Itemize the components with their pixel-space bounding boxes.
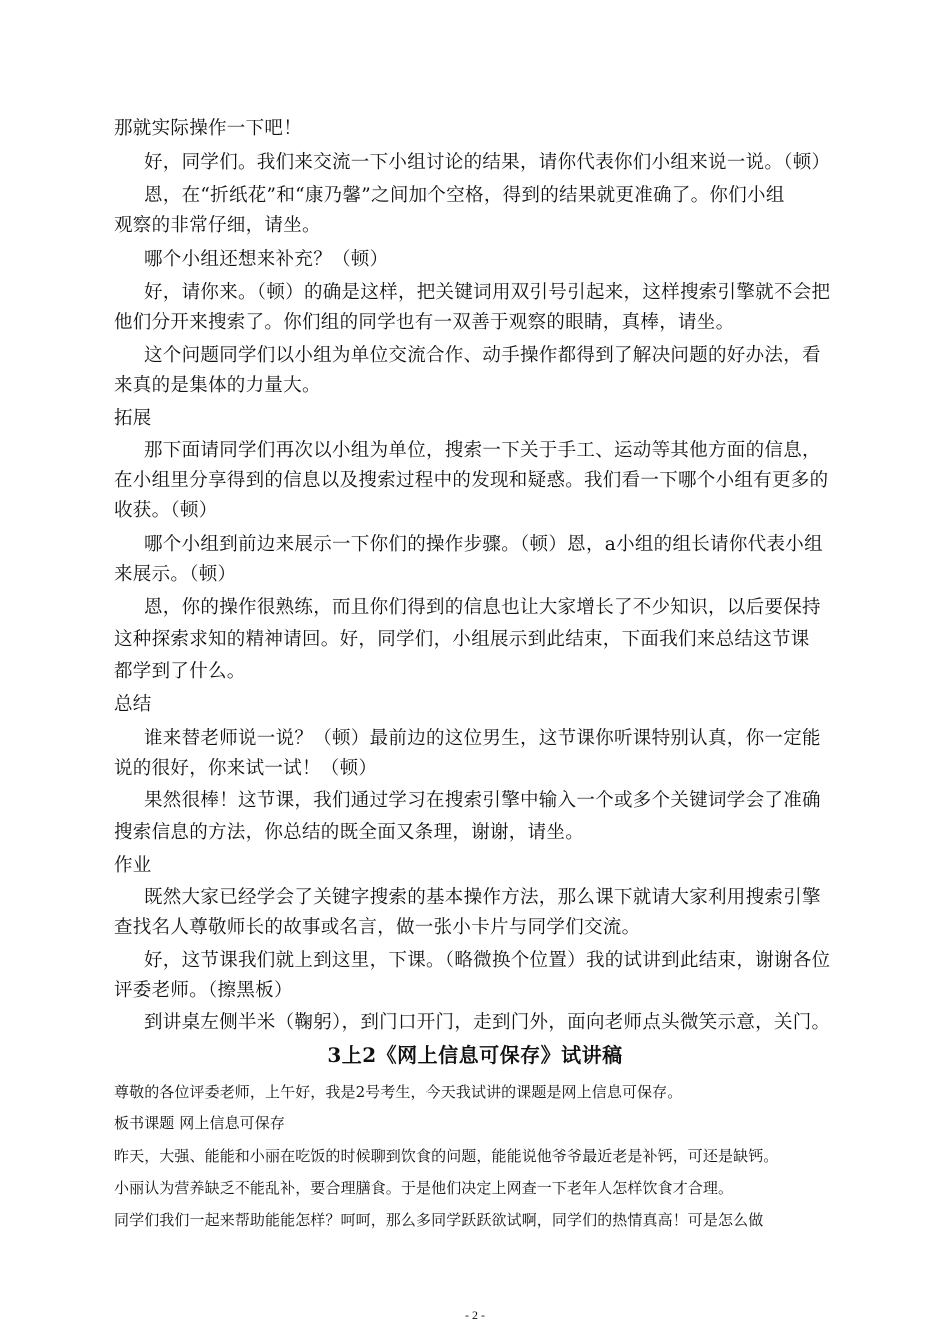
paragraph-line: 来真的是集体的力量大。 <box>114 375 321 396</box>
paragraph-line: 到讲桌左侧半米（鞠躬），到门口开门，走到门外，面向老师点头微笑示意，关门。 <box>144 1012 831 1033</box>
paragraph-line: 哪个小组还想来补充？（顿） <box>144 249 389 270</box>
paragraph-line: 昨天，大强、能能和小丽在吃饭的时候聊到饮食的问题，能能说他爷爷最近老是补钙，可还是缺钙。 <box>114 1147 779 1165</box>
paragraph-line: 同学们我们一起来帮助能能怎样？呵呵，那么多同学跃跃欲试啊，同学们的热情真高！可是怎么做 <box>114 1211 764 1229</box>
paragraph-line: 来展示。（顿） <box>114 564 237 585</box>
page-number: - 2 - <box>465 1308 485 1322</box>
paragraph-line: 在小组里分享得到的信息以及搜索过程中的发现和疑惑。我们看一下哪个小组有更多的 <box>114 470 829 491</box>
section-heading-zongjie: 总结 <box>114 694 152 715</box>
paragraph-line: 那下面请同学们再次以小组为单位，搜索一下关于手工、运动等其他方面的信息， <box>144 440 821 461</box>
paragraph-line: 都学到了什么。 <box>114 661 246 682</box>
paragraph-line: 尊敬的各位评委老师，上午好，我是2号考生，今天我试讲的课题是网上信息可保存。 <box>114 1083 683 1101</box>
document-title: 3上2《网上信息可保存》试讲稿 <box>327 1043 623 1067</box>
paragraph-line: 好，这节课我们就上到这里，下课。（略微换个位置）我的试讲到此结束，谢谢各位 <box>144 950 831 971</box>
paragraph-line: 哪个小组到前边来展示一下你们的操作步骤。（顿）恩，a小组的组长请你代表小组 <box>144 534 823 555</box>
section-heading-tuozhan: 拓展 <box>114 408 152 429</box>
paragraph-line: 他们分开来搜索了。你们组的同学也有一双善于观察的眼睛，真棒，请坐。 <box>114 312 735 333</box>
paragraph-line: 既然大家已经学会了关键字搜索的基本操作方法，那么课下就请大家利用搜索引擎 <box>144 887 821 908</box>
paragraph-line: 好，请你来。（顿）的确是这样，把关键词用双引号引起来，这样搜索引擎就不会把 <box>144 282 831 303</box>
paragraph-line: 板书课题 网上信息可保存 <box>114 1114 285 1132</box>
paragraph-line: 恩，在“折纸花”和“康乃馨”之间加个空格，得到的结果就更准确了。你们小组 <box>144 185 785 206</box>
paragraph-line: 好，同学们。我们来交流一下小组讨论的结果，请你代表你们小组来说一说。（顿） <box>144 152 831 173</box>
section-heading-zuoye: 作业 <box>114 855 152 876</box>
paragraph-line: 收获。（顿） <box>114 500 218 521</box>
paragraph-line: 谁来替老师说一说？（顿）最前边的这位男生，这节课你听课特别认真，你一定能 <box>144 728 821 749</box>
paragraph-line: 果然很棒！这节课，我们通过学习在搜索引擎中输入一个或多个关键词学会了准确 <box>144 790 821 811</box>
paragraph-line: 查找名人尊敬师长的故事或名言，做一张小卡片与同学们交流。 <box>114 917 641 938</box>
paragraph-line: 这个问题同学们以小组为单位交流合作、动手操作都得到了解决问题的好办法，看 <box>144 345 821 366</box>
paragraph-line: 评委老师。（擦黑板） <box>114 980 293 1001</box>
paragraph-line: 观察的非常仔细，请坐。 <box>114 215 321 236</box>
paragraph-line: 那就实际操作一下吧！ <box>114 118 303 139</box>
paragraph-line: 说的很好，你来试一试！（顿） <box>114 758 378 779</box>
paragraph-line: 小丽认为营养缺乏不能乱补，要合理膳食。于是他们决定上网查一下老年人怎样饮食才合理。 <box>114 1179 734 1197</box>
paragraph-line: 这种探索求知的精神请回。好，同学们，小组展示到此结束，下面我们来总结这节课 <box>114 629 810 650</box>
paragraph-line: 恩，你的操作很熟练，而且你们得到的信息也让大家增长了不少知识，以后要保持 <box>144 597 821 618</box>
paragraph-line: 搜索信息的方法，你总结的既全面又条理，谢谢，请坐。 <box>114 822 585 843</box>
